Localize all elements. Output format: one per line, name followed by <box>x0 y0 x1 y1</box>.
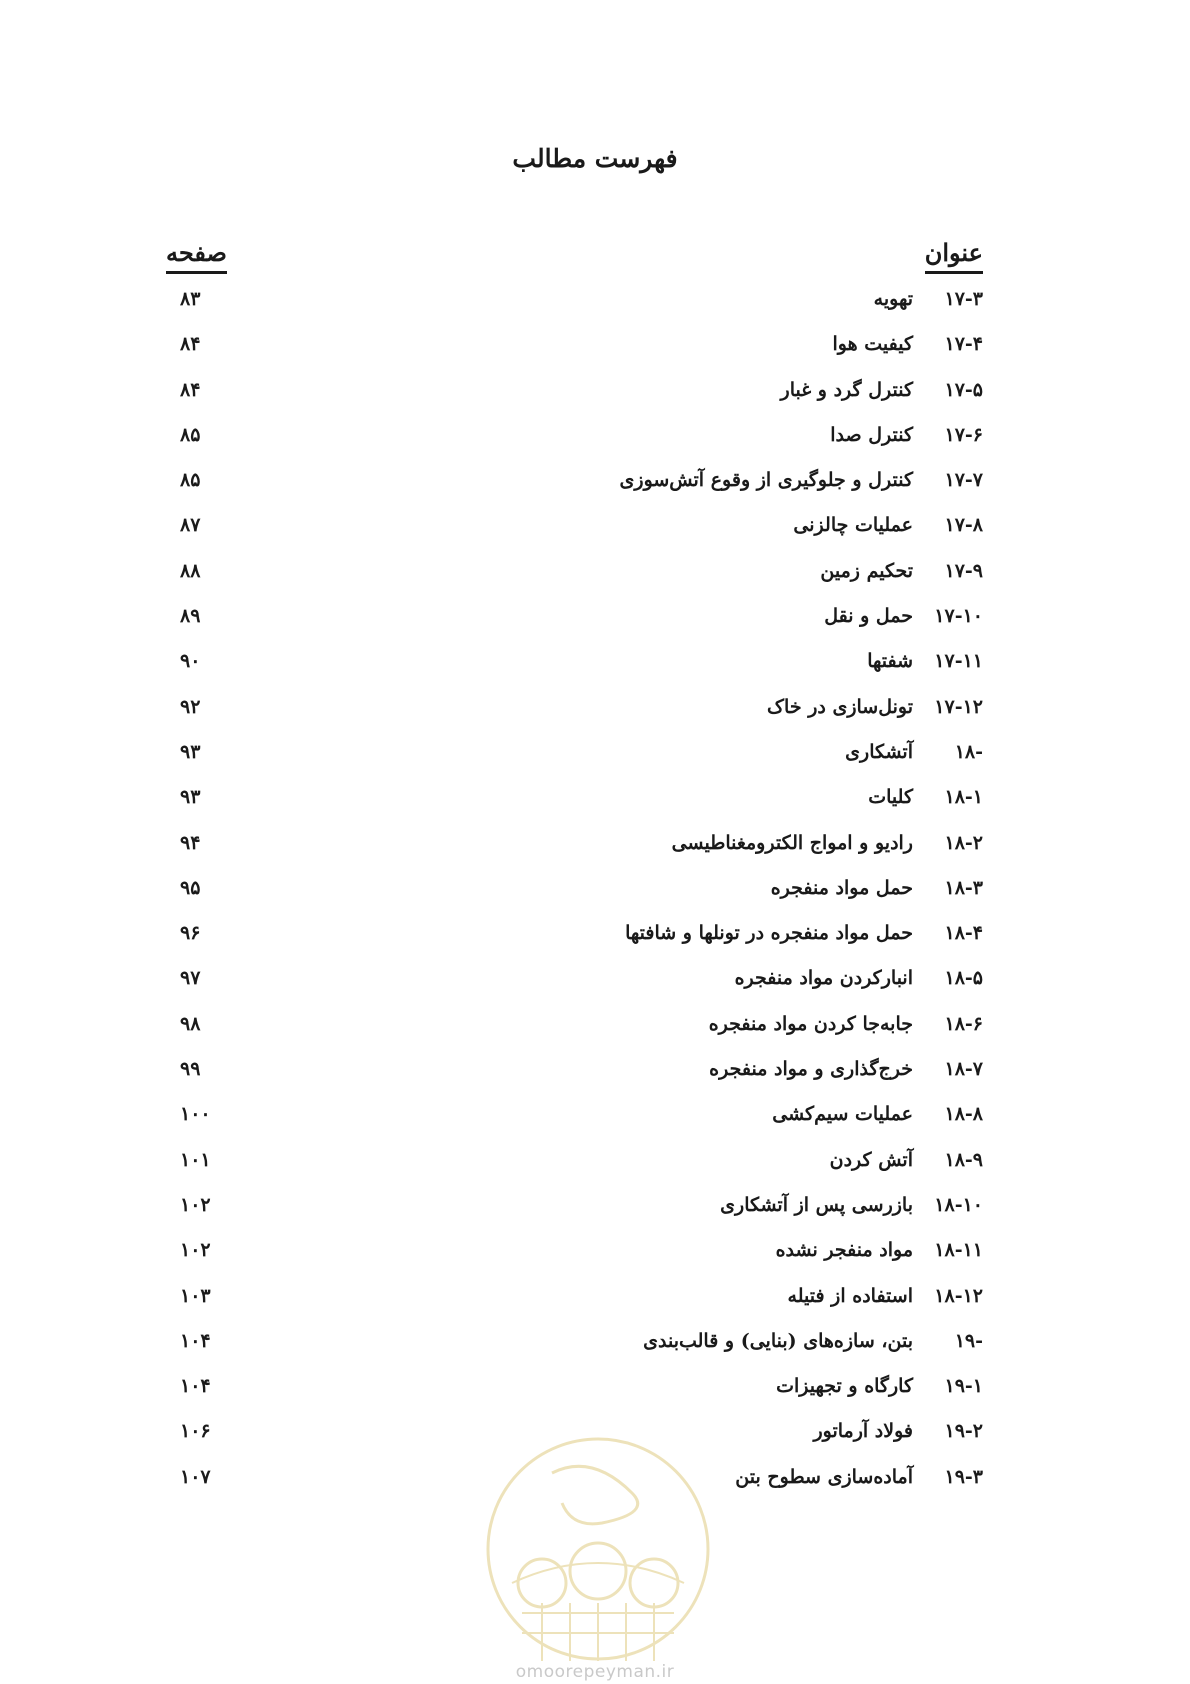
toc-entry-title <box>830 1142 983 1187</box>
toc-entry-page: ۱۰۳ <box>180 1284 211 1307</box>
page-column-header: صفحه <box>166 238 227 274</box>
toc-entry-page: ۸۵ <box>180 423 201 446</box>
toc-entry-text: عملیات سیم‌کشی <box>772 1103 913 1126</box>
toc-entry-number: ۱۷-۷ <box>944 469 983 492</box>
toc-entry-title <box>709 1051 983 1096</box>
toc-entry[interactable] <box>0 825 1190 870</box>
toc-entry-text: کلیات <box>868 786 913 809</box>
toc-entry-page: ۸۵ <box>180 469 201 492</box>
toc-entry-title <box>874 281 983 326</box>
toc-entry[interactable] <box>0 1368 1190 1413</box>
toc-entry-number: ۱۷-۱۱ <box>934 650 983 673</box>
toc-entry-number: ۱۸-۷ <box>944 1058 983 1081</box>
toc-entry[interactable] <box>0 1187 1190 1232</box>
toc-entry-title <box>772 1096 983 1141</box>
toc-entry-number: ۱۸-۱۱ <box>934 1239 983 1262</box>
toc-entry-text: کارگاه و تجهیزات <box>776 1375 913 1398</box>
toc-entry-number: ۱۹-۱ <box>944 1375 983 1398</box>
toc-entry[interactable] <box>0 689 1190 734</box>
toc-entry-text: حمل و نقل <box>824 605 913 628</box>
title-column-header: عنوان <box>925 238 983 274</box>
toc-entry-page: ۹۶ <box>180 922 201 945</box>
toc-entry-number: ۱۸-۱۰ <box>934 1193 983 1216</box>
toc-entry[interactable] <box>0 281 1190 326</box>
toc-entry[interactable] <box>0 1006 1190 1051</box>
toc-entry[interactable] <box>0 1232 1190 1277</box>
page-title: فهرست مطالب <box>512 144 678 173</box>
toc-entry-number: ۱۸-۹ <box>944 1148 983 1171</box>
toc-entry-title <box>867 643 983 688</box>
toc-entry[interactable] <box>0 372 1190 417</box>
toc-entry-number: ۱۷-۴ <box>944 333 983 356</box>
toc-entry-number: ۱۸-۱۲ <box>934 1284 983 1307</box>
toc-entry[interactable] <box>0 960 1190 1005</box>
toc-entry-number: ۱۸-۱ <box>944 786 983 809</box>
toc-entry-title <box>620 462 983 507</box>
toc-entry-number: ۱۸-۵ <box>944 967 983 990</box>
toc-entry-text: عملیات چالزنی <box>793 514 913 537</box>
toc-entry-number: ۱۹-۲ <box>944 1420 983 1443</box>
watermark-site-text: omoorepeyman.ir <box>515 1662 675 1682</box>
toc-entry-number: ۱۷-۱۲ <box>934 695 983 718</box>
toc-entry-page: ۹۷ <box>180 967 201 990</box>
toc-entry-page: ۹۵ <box>180 876 201 899</box>
toc-entry-text: حمل مواد منفجره <box>770 876 913 899</box>
toc-entry-text: آماده‌سازی سطوح بتن <box>735 1465 913 1488</box>
toc-entry-text: تحکیم زمین <box>820 559 913 582</box>
toc-entry-page: ۱۰۲ <box>180 1239 211 1262</box>
toc-entry-text: آتش کردن <box>829 1148 913 1171</box>
toc-entry[interactable] <box>0 462 1190 507</box>
toc-entry-number: ۱۷-۳ <box>944 288 983 310</box>
toc-entry-title <box>845 734 983 779</box>
toc-entry-text: انبارکردن مواد منفجره <box>734 967 913 990</box>
toc-entry[interactable] <box>0 326 1190 371</box>
toc-entry-page: ۹۳ <box>180 740 201 763</box>
toc-entry[interactable] <box>0 1096 1190 1141</box>
toc-entry-title <box>767 689 983 734</box>
toc-entry[interactable] <box>0 1142 1190 1187</box>
toc-entry-page: ۱۰۲ <box>180 1193 211 1216</box>
toc-entry-text: حمل مواد منفجره در تونلها و شافتها <box>625 922 913 945</box>
toc-entry-title <box>735 1459 983 1504</box>
toc-entry-title <box>824 598 983 643</box>
toc-entry-text: کنترل صدا <box>830 423 913 446</box>
toc-entry-text: استفاده از فتیله <box>787 1284 913 1307</box>
toc-entry-text: تهویه <box>873 288 913 310</box>
toc-entry-page: ۹۲ <box>180 695 201 718</box>
toc-entry-number: ۱۹-۳ <box>944 1465 983 1488</box>
toc-entry-number: ۱۷-۶ <box>944 423 983 446</box>
toc-entry-number: ۱۸-۶ <box>944 1012 983 1035</box>
toc-entry-title <box>776 1232 983 1277</box>
toc-entry[interactable] <box>0 779 1190 824</box>
toc-entry-number: -۱۸ <box>954 740 983 763</box>
toc-entry-title <box>793 507 983 552</box>
toc-entry-page: ۸۴ <box>180 378 201 401</box>
toc-entry-text: بازرسی پس از آتشکاری <box>720 1193 913 1216</box>
toc-entry-title <box>868 779 983 824</box>
watermark-logo-icon <box>482 1433 714 1665</box>
toc-entry-text: کیفیت هوا <box>832 333 913 356</box>
toc-entry-text: بتن، سازه‌های (بنایی) و قالب‌بندی <box>643 1329 913 1352</box>
toc-entry-title <box>709 1006 983 1051</box>
toc-entry-title <box>781 372 983 417</box>
toc-entry[interactable] <box>0 507 1190 552</box>
toc-entry-title <box>643 1323 983 1368</box>
toc-entry-text: مواد منفجر نشده <box>775 1239 913 1262</box>
toc-entry-page: ۱۰۱ <box>180 1148 211 1171</box>
toc-entry-text: جابه‌جا کردن مواد منفجره <box>708 1012 913 1035</box>
toc-entry-page: ۹۹ <box>180 1058 201 1081</box>
toc-entry-title <box>720 1187 983 1232</box>
toc-entry[interactable] <box>0 734 1190 779</box>
toc-entry-number: -۱۹ <box>954 1329 983 1352</box>
toc-entry-text: کنترل و جلوگیری از وقوع آتش‌سوزی <box>619 469 913 492</box>
toc-entry-page: ۹۴ <box>180 831 201 854</box>
toc-entry-page: ۱۰۴ <box>180 1329 211 1352</box>
toc-entry-text: تونل‌سازی در خاک <box>767 695 913 718</box>
toc-entry[interactable] <box>0 870 1190 915</box>
toc-entry-page: ۱۰۴ <box>180 1375 211 1398</box>
toc-entry-page: ۹۳ <box>180 786 201 809</box>
toc-entry[interactable] <box>0 553 1190 598</box>
toc-entry-title <box>771 870 983 915</box>
toc-entry-number: ۱۸-۳ <box>944 876 983 899</box>
toc-entry[interactable] <box>0 643 1190 688</box>
toc-entry-text: فولاد آرماتور <box>813 1420 913 1443</box>
toc-entry-page: ۹۰ <box>180 650 201 673</box>
toc-entry-number: ۱۸-۲ <box>944 831 983 854</box>
toc-entry-page: ۸۴ <box>180 333 201 356</box>
toc-list <box>0 281 1190 1504</box>
toc-entry-number: ۱۷-۵ <box>944 378 983 401</box>
toc-entry-page: ۸۸ <box>180 559 201 582</box>
toc-entry[interactable] <box>0 417 1190 462</box>
toc-entry-title <box>672 825 983 870</box>
toc-entry-page: ۱۰۶ <box>180 1420 211 1443</box>
toc-entry-page: ۸۹ <box>180 605 201 628</box>
toc-entry-title <box>820 553 983 598</box>
toc-entry[interactable] <box>0 915 1190 960</box>
toc-entry[interactable] <box>0 1278 1190 1323</box>
toc-entry-number: ۱۸-۸ <box>944 1103 983 1126</box>
toc-entry-number: ۱۸-۴ <box>944 922 983 945</box>
toc-entry-number: ۱۷-۹ <box>944 559 983 582</box>
toc-entry[interactable] <box>0 1323 1190 1368</box>
toc-entry-title <box>625 915 983 960</box>
toc-entry-number: ۱۷-۸ <box>944 514 983 537</box>
toc-entry[interactable] <box>0 598 1190 643</box>
toc-entry-text: آتشکاری <box>845 740 913 763</box>
toc-entry-text: کنترل گرد و غبار <box>780 378 913 401</box>
toc-entry-text: شفتها <box>867 650 913 673</box>
toc-entry[interactable] <box>0 1051 1190 1096</box>
toc-entry-text: خرج‌گذاری و مواد منفجره <box>709 1058 913 1081</box>
toc-entry-title <box>735 960 983 1005</box>
toc-entry-page: ۸۳ <box>180 288 201 310</box>
toc-entry-page: ۹۸ <box>180 1012 201 1035</box>
toc-entry-number: ۱۷-۱۰ <box>934 605 983 628</box>
toc-entry-title <box>813 1413 983 1458</box>
toc-entry-title <box>776 1368 983 1413</box>
toc-entry-page: ۱۰۰ <box>180 1103 211 1126</box>
toc-entry-title <box>830 417 983 462</box>
toc-entry-text: رادیو و امواج الکترومغناطیسی <box>671 831 913 854</box>
toc-entry-page: ۸۷ <box>180 514 201 537</box>
toc-entry-page: ۱۰۷ <box>180 1465 211 1488</box>
toc-entry-title <box>832 326 983 371</box>
toc-entry-title <box>788 1278 983 1323</box>
